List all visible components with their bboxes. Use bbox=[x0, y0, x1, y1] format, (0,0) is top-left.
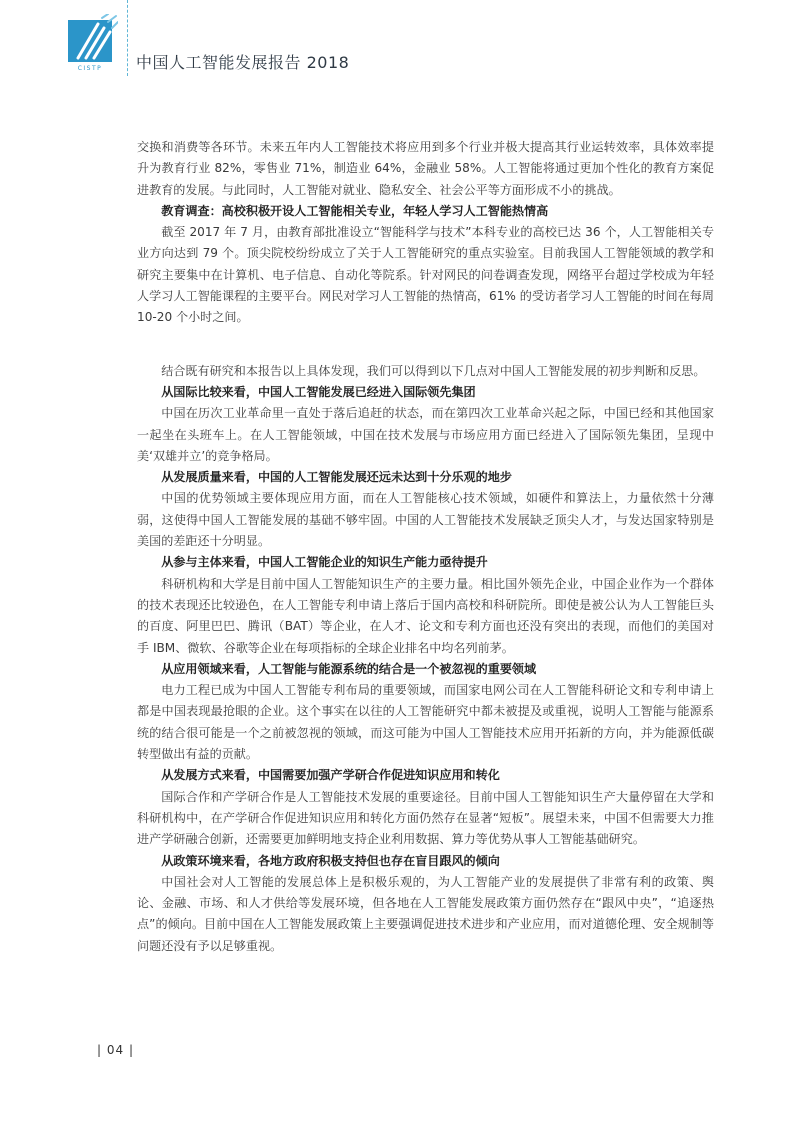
body-paragraph: 中国在历次工业革命里一直处于落后追赶的状态，而在第四次工业革命兴起之际，中国已经和其他国家一起坐在头班车上。在人工智能领域，中国在技术发展与市场应用方面已经进入了国际领先集团，呈现中美‘双雄并立’的竞争格局。 bbox=[137, 406, 714, 463]
cistp-logo-mark bbox=[68, 14, 118, 72]
main-content bbox=[137, 137, 714, 957]
section-heading: 从应用领域来看，人工智能与能源系统的结合是一个被忽视的重要领域 bbox=[161, 661, 537, 676]
section-heading: 从发展质量来看，中国的人工智能发展还远未达到十分乐观的地步 bbox=[161, 470, 512, 485]
paragraph-spacer bbox=[137, 329, 714, 361]
body-paragraph: 电力工程已成为中国人工智能专利布局的重要领域，而国家电网公司在人工智能科研论文和专利申请上都是中国表现最抢眼的企业。这个事实在以往的人工智能研究中都未被提及或重视，说明人工智能与能源系统的结合很可能是一个之前被忽视的领域，而这可能为中国人工智能技术应用开拓新的方向，并为能源低碳转型做出有益的贡献。 bbox=[137, 683, 714, 762]
section-heading: 从国际比较来看，中国人工智能发展已经进入国际领先集团 bbox=[161, 384, 476, 399]
body-paragraph: 中国社会对人工智能的发展总体上是积极乐观的，为人工智能产业的发展提供了非常有利的政策、舆论、金融、市场、和人才供给等发展环境，但各地在人工智能发展政策方面仍然存在“跟风中央”，“追逐热点”的倾向。目前中国在人工智能发展政策上主要强调促进技术进步和产业应用，而对道德伦理、安全规制等问题还没有予以足够重视。 bbox=[137, 874, 714, 953]
section-heading: 从发展方式来看，中国需要加强产学研合作促进知识应用和转化 bbox=[161, 768, 500, 783]
header-divider bbox=[127, 0, 128, 76]
report-title: 中国人工智能发展报告 2018 bbox=[136, 53, 350, 72]
section-heading: 教育调查：高校积极开设人工智能相关专业，年轻人学习人工智能热情高 bbox=[161, 203, 549, 218]
body-paragraph: 中国的优势领域主要体现应用方面，而在人工智能核心技术领域，如硬件和算法上，力量依然十分薄弱，这使得中国人工智能发展的基础不够牢固。中国的人工智能技术发展缺乏顶尖人才，与发达国家特别是美国的差距还十分明显。 bbox=[137, 491, 714, 549]
cistp-logo bbox=[68, 14, 118, 72]
body-paragraph: 结合既有研究和本报告以上具体发现，我们可以得到以下几点对中国人工智能发展的初步判断和反思。 bbox=[161, 363, 706, 378]
page-number-value: 04 bbox=[106, 1043, 125, 1057]
section-heading: 从参与主体来看，中国人工智能企业的知识生产能力亟待提升 bbox=[161, 555, 488, 570]
body-paragraph: 国际合作和产学研合作是人工智能技术发展的重要途径。目前中国人工智能知识生产大量停留在大学和科研机构中，在产学研合作促进知识应用和转化方面仍然存在显著“短板”。展望未来，中国不但需要大力推进产学研融合创新，还需要更加鲜明地支持企业利用数据、算力等优势从事人工智能基础研究。 bbox=[137, 789, 714, 847]
body-paragraph: 截至 2017 年 7 月，由教育部批准设立“智能科学与技术”本科专业的高校已达 36 个，人工智能相关专业方向达到 79 个。顶尖院校纷纷成立了关于人工智能研究的重点实验室。目前我国人工智能领域的教学和研究主要集中在计算机、电子信息、自动化等院系。针对网民的问卷调查发现，网络平台超过学校成为年轻人学习人工智能课程的主要平台。网民对学习人工智能的热情高，61% 的受访者学习人工智能的时间在每周 10-20 个小时之间。 bbox=[137, 225, 714, 325]
section-heading: 从政策环境来看，各地方政府积极支持但也存在盲目跟风的倾向 bbox=[161, 853, 500, 868]
logo-text: CISTP bbox=[77, 65, 103, 72]
page-number: | 04 | bbox=[97, 1043, 134, 1057]
body-paragraph: 科研机构和大学是目前中国人工智能知识生产的主要力量。相比国外领先企业，中国企业作为一个群体的技术表现还比较逊色，在人工智能专利申请上落后于国内高校和科研院所。即使是被公认为人工智能巨头的百度、阿里巴巴、腾讯（BAT）等企业，在人才、论文和专利方面也还没有突出的表现，而他们的美国对手 IBM、微软、谷歌等企业在每项指标的全球企业排名中均名列前茅。 bbox=[137, 576, 714, 655]
body-paragraph: 交换和消费等各环节。未来五年内人工智能技术将应用到多个行业并极大提高其行业运转效率，具体效率提升为教育行业 82%，零售业 71%，制造业 64%，金融业 58%。人工智能将通过更加个性化的教育方案促进教育的发展。与此同时，人工智能对就业、隐私安全、社会公平等方面形成不小的挑战。 bbox=[137, 140, 714, 197]
